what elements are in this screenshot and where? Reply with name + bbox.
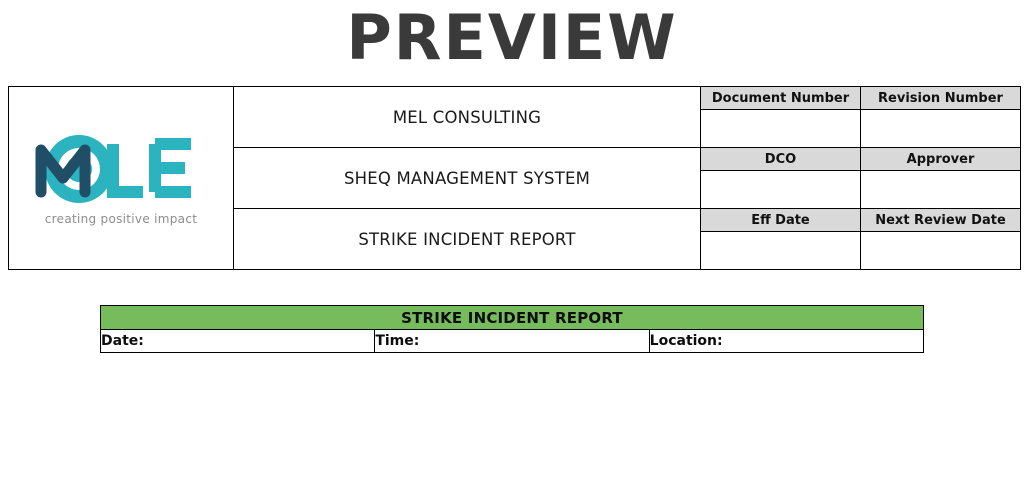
label-next-review-date: Next Review Date xyxy=(861,209,1021,232)
value-revision-number[interactable] xyxy=(861,110,1021,148)
value-next-review-date[interactable] xyxy=(861,232,1021,270)
label-revision-number: Revision Number xyxy=(861,87,1021,110)
value-approver[interactable] xyxy=(861,171,1021,209)
label-eff-date: Eff Date xyxy=(701,209,861,232)
document-header-table xyxy=(8,86,1021,270)
value-dco[interactable] xyxy=(701,171,861,209)
mel-logo-icon xyxy=(9,130,233,208)
company-name-cell: MEL CONSULTING xyxy=(234,87,701,148)
incident-table-title: STRIKE INCIDENT REPORT xyxy=(101,306,924,330)
system-name-cell: SHEQ MANAGEMENT SYSTEM xyxy=(234,148,701,209)
incident-report-table xyxy=(100,305,924,353)
logo-cell xyxy=(9,87,234,270)
label-approver: Approver xyxy=(861,148,1021,171)
field-time[interactable]: Time: xyxy=(375,330,649,353)
logo-tagline: creating positive impact xyxy=(44,212,198,226)
incident-fields-row xyxy=(101,330,924,353)
document-title-cell: STRIKE INCIDENT REPORT xyxy=(234,209,701,270)
preview-watermark: PREVIEW xyxy=(346,1,678,74)
field-location[interactable]: Location: xyxy=(649,330,923,353)
header-row-1 xyxy=(9,87,1021,110)
label-document-number: Document Number xyxy=(701,87,861,110)
value-document-number[interactable] xyxy=(701,110,861,148)
label-dco: DCO xyxy=(701,148,861,171)
value-eff-date[interactable] xyxy=(701,232,861,270)
field-date[interactable]: Date: xyxy=(101,330,375,353)
incident-title-row xyxy=(101,306,924,330)
